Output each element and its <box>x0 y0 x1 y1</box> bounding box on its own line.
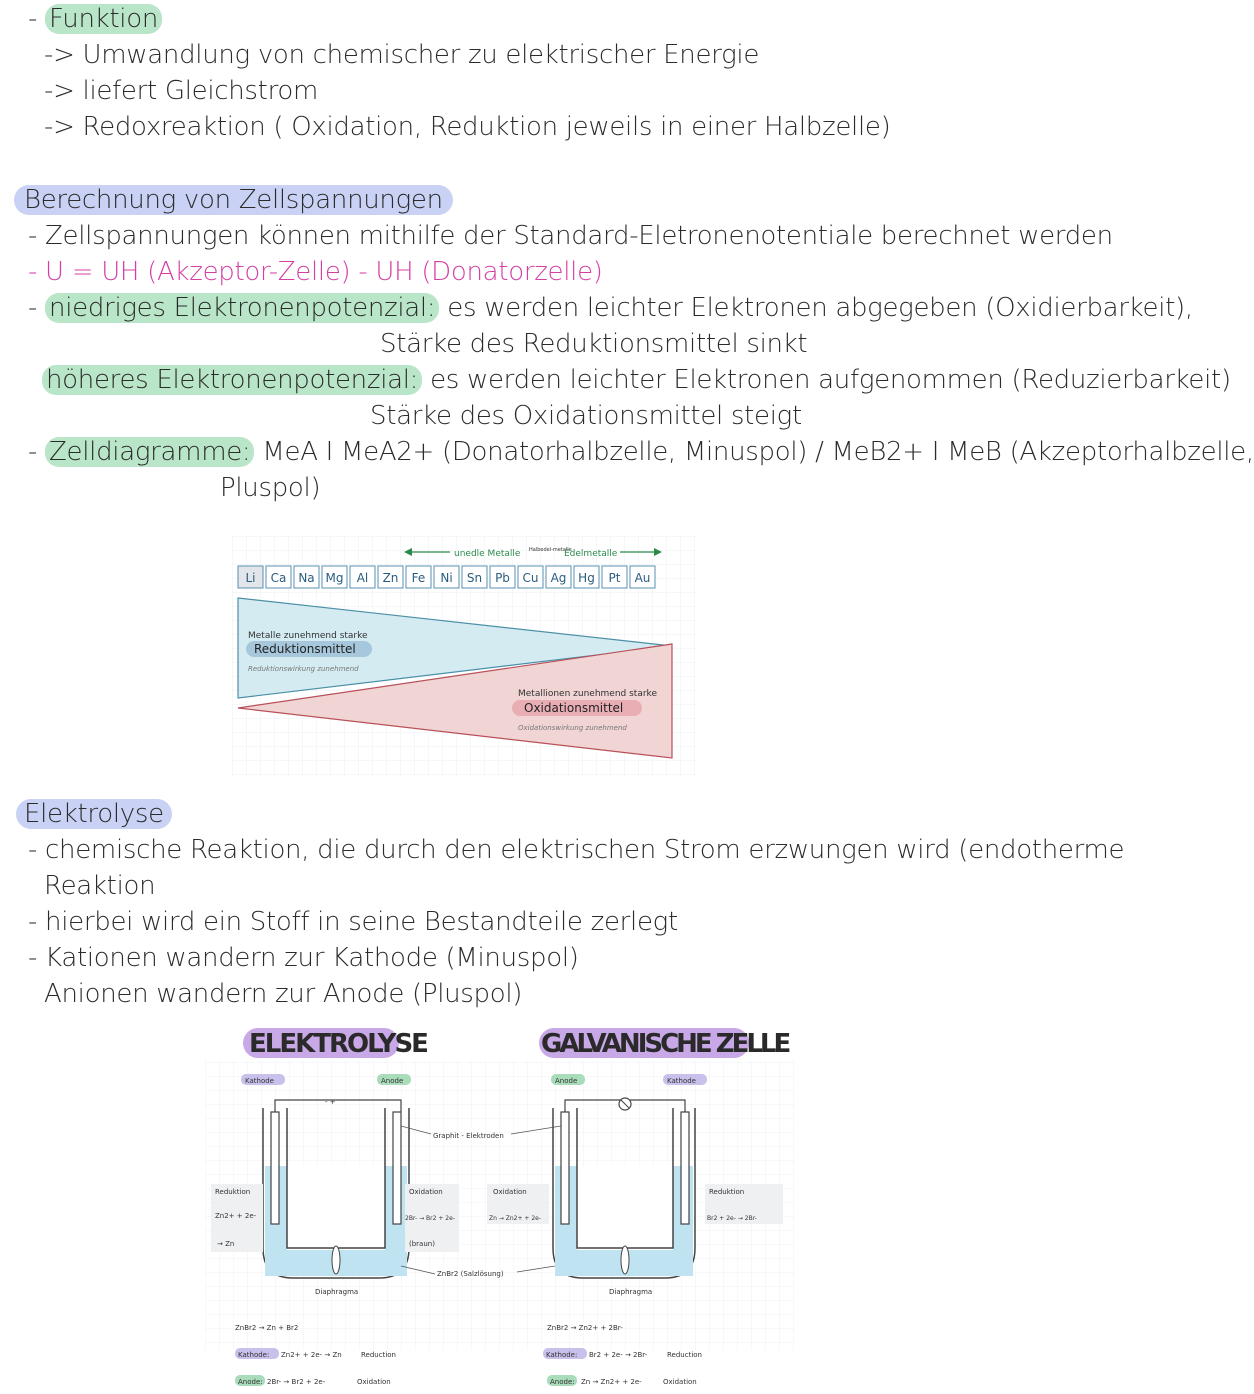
ox-title: Metallionen zunehmend starke <box>518 689 657 699</box>
metal-symbol: Ni <box>440 571 453 585</box>
galvanisch-title: GALVANISCHE ZELLE <box>541 1029 789 1059</box>
left-main-eq: ZnBr2 → Zn + Br2 <box>235 1324 299 1332</box>
hoch-term: höheres Elektronenpotenzial: <box>42 365 422 395</box>
metal-symbol: Ag <box>550 571 567 585</box>
right-reduktion-eq: Br2 + 2e- → 2Br- <box>707 1215 757 1222</box>
left-kathode-label: Kathode <box>245 1077 274 1085</box>
metal-symbol: Au <box>634 571 651 585</box>
right-oxidation-label: Oxidation <box>493 1188 527 1196</box>
metal-symbol: Fe <box>411 571 426 585</box>
hoch-text: es werden leichter Elektronen aufgenommen (Reduzierbarkeit) <box>430 365 1231 395</box>
left-anode-eq-label: Anode: <box>238 1378 263 1386</box>
cells-diagram <box>205 1020 795 1392</box>
left-anode-label: Anode <box>381 1077 404 1085</box>
left-oxidation-note: (braun) <box>409 1240 435 1248</box>
zellspannung-formula: - U = UH (Akzeptor-Zelle) - UH (Donatorzelle) <box>28 257 603 287</box>
metal-symbol: Li <box>245 571 256 585</box>
right-diaphragma-label: Diaphragma <box>609 1288 653 1296</box>
right-main-eq: ZnBr2 → Zn2+ + 2Br- <box>547 1324 623 1332</box>
funktion-heading-line: - Funktion <box>28 2 162 36</box>
funktion-heading: Funktion <box>45 4 162 34</box>
red-badge: Reduktionsmittel <box>254 642 356 656</box>
elektrolyse-heading-line <box>16 797 172 831</box>
right-kathode-tag: Reduction <box>667 1351 702 1359</box>
left-reduktion-eq1: Zn2+ + 2e- <box>215 1212 257 1220</box>
label-halbedelmetalle: Halbedel-metalle <box>529 547 572 553</box>
elektrolyse-line4: Anionen wandern zur Anode (Pluspol) <box>44 979 523 1009</box>
funktion-item-2: -> liefert Gleichstrom <box>44 76 319 106</box>
elektrolyse-line1: - chemische Reaktion, die durch den elektrischen Strom erzwungen wird (endotherme <box>28 835 1125 865</box>
left-anode-eq: 2Br- → Br2 + 2e- <box>267 1378 326 1386</box>
left-anode-tag: Oxidation <box>357 1378 391 1386</box>
zellspannung-line1: - Zellspannungen können mithilfe der Standard-Eletronenotentiale berechnet werden <box>28 221 1113 251</box>
niedrig-term: niedriges Elektronenpotenzial: <box>45 293 439 323</box>
right-kathode-eq: Br2 + 2e- → 2Br- <box>589 1351 648 1359</box>
niedrig-line: - niedriges Elektronenpotenzial: es werden leichter Elektronen abgegeben (Oxidierbarkeit), <box>28 293 1193 323</box>
zellspannung-heading-line <box>14 183 453 217</box>
red-title: Metalle zunehmend starke <box>248 631 368 641</box>
hoch-line <box>42 363 1231 397</box>
left-reduktion-label: Reduktion <box>215 1188 251 1196</box>
graphit-label: Graphit - Elektroden <box>433 1132 504 1140</box>
left-oxidation-label: Oxidation <box>409 1188 443 1196</box>
niedrig-text: es werden leichter Elektronen abgegeben (Oxidierbarkeit), <box>447 293 1193 323</box>
hoch-text2: Stärke des Oxidationsmittel steigt <box>370 401 802 431</box>
left-kathode-tag: Reduction <box>361 1351 396 1359</box>
ox-badge: Oxidationsmittel <box>524 701 624 715</box>
metal-series-boxes <box>238 566 655 588</box>
elektrolyse-title: ELEKTROLYSE <box>249 1029 427 1059</box>
left-kathode-eq-label: Kathode: <box>238 1351 270 1359</box>
salzloesung-label: ZnBr2 (Salzlösung) <box>437 1270 504 1278</box>
left-reduktion-eq2: → Zn <box>217 1240 235 1248</box>
metal-symbol: Pb <box>495 571 510 585</box>
metal-symbol: Hg <box>578 571 595 585</box>
right-reduktion-label: Reduktion <box>709 1188 745 1196</box>
metal-symbol: Pt <box>608 571 621 585</box>
ox-sub: Oxidationswirkung zunehmend <box>518 724 627 732</box>
metal-symbol: Cu <box>522 571 539 585</box>
niedrig-text2: Stärke des Reduktionsmittel sinkt <box>380 329 808 359</box>
metal-symbol: Na <box>298 571 315 585</box>
metal-symbol: Al <box>356 571 369 585</box>
right-anode-tag: Oxidation <box>663 1378 697 1386</box>
zelldia-text2: Pluspol) <box>220 473 321 503</box>
right-anode-label: Anode <box>555 1077 578 1085</box>
funktion-item-3: -> Redoxreaktion ( Oxidation, Reduktion jeweils in einer Halbzelle) <box>44 112 891 142</box>
zelldia-line: - Zelldiagramme: MeA I MeA2+ (Donatorhalbzelle, Minuspol) / MeB2+ I MeB (Akzeptorhalbzelle, <box>28 437 1254 467</box>
right-oxidation-eq: Zn → Zn2+ + 2e- <box>489 1215 542 1222</box>
right-kathode-eq-label: Kathode: <box>546 1351 578 1359</box>
metal-symbol: Zn <box>382 571 399 585</box>
svg-text:- +: - + <box>325 1098 336 1106</box>
zelldia-term: Zelldiagramme: <box>45 437 254 467</box>
left-oxidation-eq: 2Br- → Br2 + 2e- <box>405 1215 455 1222</box>
zellspannung-heading: Berechnung von Zellspannungen <box>14 185 453 215</box>
red-sub: Reduktionswirkung zunehmend <box>248 665 359 673</box>
voltage-series-diagram <box>232 536 697 776</box>
label-edelmetalle: Edelmetalle <box>564 549 618 559</box>
right-kathode-label: Kathode <box>667 1077 696 1085</box>
left-kathode-eq: Zn2+ + 2e- → Zn <box>281 1351 342 1359</box>
metal-symbol: Sn <box>466 571 483 585</box>
elektrolyse-line2: - hierbei wird ein Stoff in seine Bestandteile zerlegt <box>28 907 678 937</box>
funktion-item-1: -> Umwandlung von chemischer zu elektrischer Energie <box>44 40 760 70</box>
left-diaphragma-label: Diaphragma <box>315 1288 359 1296</box>
elektrolyse-heading: Elektrolyse <box>16 799 172 829</box>
right-anode-eq-label: Anode: <box>550 1378 575 1386</box>
label-unedle-metalle: unedle Metalle <box>454 549 521 559</box>
right-anode-eq: Zn → Zn2+ + 2e- <box>581 1378 642 1386</box>
zelldia-text: MeA I MeA2+ (Donatorhalbzelle, Minuspol) / MeB2+ I MeB (Akzeptorhalbzelle, <box>262 437 1254 467</box>
elektrolyse-line3: - Kationen wandern zur Kathode (Minuspol) <box>28 943 579 973</box>
metal-symbol: Ca <box>270 571 287 585</box>
metal-symbol: Mg <box>325 571 344 585</box>
elektrolyse-line1b: Reaktion <box>44 871 156 901</box>
